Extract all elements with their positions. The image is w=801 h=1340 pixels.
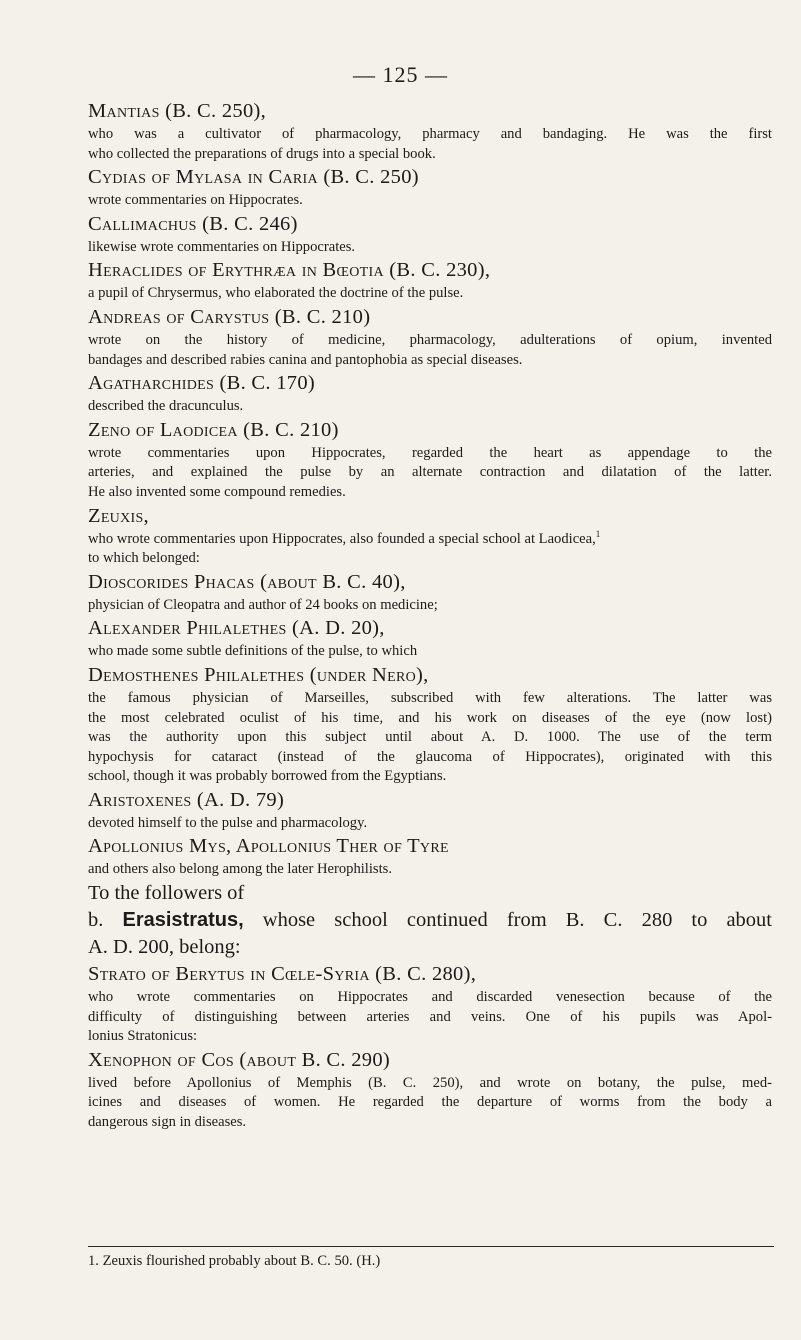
entry-text-line: to which belonged: [88, 550, 200, 567]
entry-text-line: school, though it was probably borrowed from the Egyptians. [88, 768, 447, 785]
entry-heading: Aristoxenes (A. D. 79) [88, 788, 285, 811]
entry-heading: Agatharchides (B. C. 170) [88, 372, 316, 395]
entry-apollonius [88, 833, 772, 880]
entry-text-line: who made some subtle definitions of the pulse, to which [88, 643, 418, 660]
entry-text-line: physician of Cleopatra and author of 24 books on medicine; [88, 596, 438, 613]
entry-text-line: dangerous sign in diseases. [88, 1114, 247, 1131]
entry-heading: Andreas of Carystus (B. C. 210) [88, 305, 371, 328]
entry-heading: Cydias of Mylasa in Caria (B. C. 250) [88, 166, 419, 189]
entry-callimachus [88, 211, 772, 258]
entry-text-line: arteries, and explained the pulse by an alternate contraction and dilatation of the latter. [88, 464, 772, 481]
entry-text-line: wrote commentaries on Hippocrates. [88, 192, 303, 209]
entry-text-line: who was a cultivator of pharmacology, pharmacy and bandaging. He was the first [88, 126, 772, 142]
entry-heading: Strato of Berytus in Cœle-Syria (B. C. 280), [88, 963, 477, 986]
section-line2: A. D. 200, belong: [88, 936, 241, 959]
page-number: — 125 — [353, 62, 448, 87]
entry-heading: Heraclides of Erythræa in Bœotia (B. C. 230), [88, 259, 491, 282]
entry-heading: Xenophon of Cos (about B. C. 290) [88, 1048, 391, 1071]
entry-text-line: the famous physician of Marseilles, subscribed with few alterations. The latter was [88, 689, 772, 706]
entry-heading: Mantias (B. C. 250), [88, 100, 267, 122]
entry-text-line [88, 530, 772, 550]
entry-text-line: difficulty of distinguishing between arteries and veins. One of his pupils was Apol- [88, 1008, 772, 1025]
entry-xenophon [88, 1047, 772, 1133]
entry-text-line: who collected the preparations of drugs into a special book. [88, 145, 436, 162]
entry-text-line: was the authority upon this subject until about A. D. 1000. The use of the term [88, 729, 772, 746]
entry-heading: Zeno of Laodicea (B. C. 210) [88, 418, 339, 441]
entry-heading: Alexander Philalethes (A. D. 20), [88, 617, 385, 640]
entry-heading: Apollonius Mys, Apollonius Ther of Tyre [88, 835, 449, 858]
entry-text-line: and others also belong among the later Herophilists. [88, 861, 392, 878]
section-line [88, 907, 772, 934]
page-content [88, 98, 772, 1133]
entry-text-line: the most celebrated oculist of his time, and his work on diseases of the eye (now lost) [88, 709, 772, 726]
section-rest: whose school continued from B. C. 280 to about [262, 909, 773, 932]
entry-text-line: who wrote commentaries on Hippocrates and discarded venesection because of the [88, 989, 772, 1006]
entry-text: who wrote commentaries upon Hippocrates, also founded a special school at Laodicea, [88, 530, 596, 547]
entry-cydias [88, 164, 772, 211]
section-prefix: b. [88, 909, 104, 932]
entry-text-line: wrote commentaries upon Hippocrates, regarded the heart as appendage to the [88, 444, 772, 461]
entry-andreas [88, 304, 772, 370]
entry-text-line: bandages and described rabies canina and pantophobia as special diseases. [88, 351, 523, 368]
footnote-mark: 1 [595, 528, 601, 539]
entry-dioscorides [88, 569, 772, 616]
entry-heading: Demosthenes Philalethes (under Nero), [88, 663, 429, 686]
entry-text-line: lived before Apollonius of Memphis (B. C. 250), and wrote on botany, the pulse, med- [88, 1074, 772, 1091]
entry-aristoxenes [88, 787, 772, 834]
entry-zeuxis [88, 503, 772, 569]
entry-mantias [88, 98, 772, 164]
section-name: Erasistratus, [122, 909, 244, 932]
entry-alexander [88, 615, 772, 662]
section-erasistratus [88, 880, 772, 961]
entry-text-line: He also invented some compound remedies. [88, 483, 346, 500]
entry-heading: Dioscorides Phacas (about B. C. 40), [88, 570, 406, 593]
entry-text-line: a pupil of Chrysermus, who elaborated the doctrine of the pulse. [88, 285, 464, 302]
entry-text-line: devoted himself to the pulse and pharmacology. [88, 814, 368, 831]
entry-agatharchides [88, 370, 772, 417]
entry-heading: Zeuxis, [88, 504, 149, 527]
entry-zeno [88, 417, 772, 503]
entry-text-line: wrote on the history of medicine, pharmacology, adulterations of opium, invented [88, 331, 772, 348]
entry-heading: Callimachus (B. C. 246) [88, 212, 298, 235]
entry-strato [88, 961, 772, 1047]
footnote-divider [88, 1246, 774, 1247]
entry-text-line: likewise wrote commentaries on Hippocrates. [88, 238, 356, 255]
entry-demosthenes [88, 662, 772, 787]
section-intro: To the followers of [88, 882, 245, 905]
entry-text-line: hypochysis for cataract (instead of the glaucoma of Hippocrates), originated with this [88, 748, 772, 765]
entry-heraclides [88, 257, 772, 304]
entry-text-line: described the dracunculus. [88, 398, 244, 415]
entry-text-line: icines and diseases of women. He regarded the departure of worms from the body a [88, 1094, 772, 1111]
entry-text-line: lonius Stratonicus: [88, 1028, 198, 1045]
footnote: 1. Zeuxis flourished probably about B. C. 50. (H.) [88, 1253, 381, 1269]
